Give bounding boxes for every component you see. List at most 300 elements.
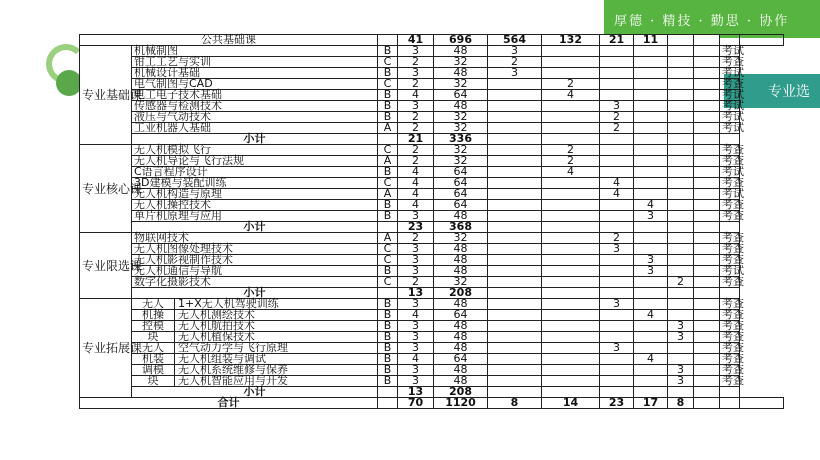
table-cell <box>600 277 634 288</box>
table-cell: 48 <box>434 332 488 343</box>
table-cell <box>634 178 668 189</box>
table-cell: 4 <box>398 178 434 189</box>
table-cell: 564 <box>488 35 542 46</box>
table-cell <box>634 112 668 123</box>
table-cell <box>488 211 542 222</box>
table-cell: 336 <box>434 134 488 145</box>
table-cell: C <box>378 277 398 288</box>
table-cell: 3 <box>600 299 634 310</box>
table-cell <box>542 211 600 222</box>
table-cell: 3 <box>398 343 434 354</box>
module-label: 块 <box>132 376 175 386</box>
table-cell: 机械制图 <box>132 46 378 57</box>
table-cell <box>694 90 720 101</box>
table-cell <box>694 167 720 178</box>
table-cell <box>634 123 668 134</box>
table-cell: 传感器与检测技术 <box>132 101 378 112</box>
table-cell: 64 <box>434 354 488 365</box>
table-cell: 32 <box>434 145 488 156</box>
table-cell: B <box>378 376 398 387</box>
table-cell: 2 <box>398 123 434 134</box>
table-cell: 64 <box>434 189 488 200</box>
table-cell: 钳工工艺与实训 <box>132 57 378 68</box>
table-cell: 17 <box>634 398 668 409</box>
table-cell <box>542 266 600 277</box>
table-cell <box>694 211 720 222</box>
table-cell: 考查 <box>720 200 740 211</box>
table-cell: 4 <box>634 310 668 321</box>
table-cell <box>740 35 784 46</box>
table-cell <box>634 321 668 332</box>
table-cell: 23 <box>600 398 634 409</box>
table-cell: C <box>378 255 398 266</box>
table-cell <box>694 365 720 376</box>
table-cell <box>740 398 784 409</box>
table-cell <box>542 222 600 233</box>
table-cell <box>694 101 720 112</box>
table-cell <box>600 365 634 376</box>
module-label: 块 <box>132 332 175 342</box>
table-cell: 考试 <box>720 266 740 277</box>
table-cell <box>694 46 720 57</box>
table-cell <box>488 112 542 123</box>
table-cell: 考查 <box>720 244 740 255</box>
table-cell <box>600 255 634 266</box>
table-cell: B <box>378 200 398 211</box>
table-cell: 32 <box>434 156 488 167</box>
table-cell: 3 <box>668 376 694 387</box>
table-cell: 考查 <box>720 332 740 343</box>
table-cell: 1120 <box>434 398 488 409</box>
table-cell: 32 <box>434 112 488 123</box>
table-cell <box>600 376 634 387</box>
table-cell: 3 <box>600 343 634 354</box>
table-cell: 208 <box>434 288 488 299</box>
table-cell: 公共基础课 <box>80 35 378 46</box>
course-name: 无人机智能应用与开发 <box>178 374 288 387</box>
table-cell: 64 <box>434 167 488 178</box>
table-cell <box>634 79 668 90</box>
table-cell: C <box>378 145 398 156</box>
table-cell: 4 <box>600 189 634 200</box>
table-cell: 4 <box>398 189 434 200</box>
table-cell <box>668 244 694 255</box>
table-cell: 3 <box>398 255 434 266</box>
table-cell: C语言程序设计 <box>132 167 378 178</box>
table-cell <box>542 354 600 365</box>
table-cell: B <box>378 343 398 354</box>
table-cell: 小计 <box>132 134 378 145</box>
table-cell: 8 <box>668 398 694 409</box>
module-label: 调模 <box>132 365 175 375</box>
table-cell <box>668 134 694 145</box>
table-cell: 考查 <box>720 79 740 90</box>
course-name: 无人机测绘技术 <box>178 308 255 321</box>
table-cell: 无人机构造与原理 <box>132 189 378 200</box>
table-cell: 考查 <box>720 376 740 387</box>
table-cell: B <box>378 332 398 343</box>
table-cell: 3 <box>398 46 434 57</box>
table-cell <box>694 233 720 244</box>
table-cell <box>668 167 694 178</box>
table-cell: B <box>378 46 398 57</box>
table-cell: 3 <box>634 211 668 222</box>
table-cell: 2 <box>488 57 542 68</box>
table-cell <box>542 178 600 189</box>
table-cell <box>542 343 600 354</box>
table-cell <box>668 156 694 167</box>
table-cell: 2 <box>398 112 434 123</box>
curriculum-sheet <box>79 33 744 434</box>
table-cell: B <box>378 299 398 310</box>
table-cell: B <box>378 266 398 277</box>
table-cell <box>488 365 542 376</box>
table-cell <box>600 46 634 57</box>
table-row <box>80 123 784 134</box>
table-cell <box>634 277 668 288</box>
table-cell <box>634 233 668 244</box>
course-name: 空气动力学与飞行原理 <box>178 341 288 354</box>
table-cell <box>600 211 634 222</box>
table-cell: 48 <box>434 101 488 112</box>
table-cell: 3 <box>600 244 634 255</box>
table-cell <box>668 145 694 156</box>
bottom-band <box>0 434 820 460</box>
table-cell: 2 <box>398 156 434 167</box>
table-cell: 2 <box>600 123 634 134</box>
table-cell <box>542 332 600 343</box>
table-cell: 考查 <box>720 365 740 376</box>
table-cell <box>694 35 720 46</box>
table-cell <box>694 156 720 167</box>
table-cell: 64 <box>434 90 488 101</box>
table-cell: 考查 <box>720 57 740 68</box>
table-cell: 无人机图像处理技术 <box>132 244 378 255</box>
table-cell: 物联网技术 <box>132 233 378 244</box>
table-cell: 21 <box>398 134 434 145</box>
table-cell <box>542 321 600 332</box>
table-cell: B <box>378 167 398 178</box>
header-slogan: 厚德 · 精技 · 勤思 · 协作 <box>604 0 820 38</box>
table-cell: 无人机影视制作技术 <box>132 255 378 266</box>
table-cell: 48 <box>434 46 488 57</box>
table-cell: 48 <box>434 343 488 354</box>
table-cell <box>542 244 600 255</box>
table-cell <box>668 79 694 90</box>
table-cell <box>668 343 694 354</box>
table-cell <box>668 200 694 211</box>
table-cell <box>694 123 720 134</box>
table-cell: 48 <box>434 299 488 310</box>
table-cell <box>694 321 720 332</box>
table-cell <box>634 365 668 376</box>
table-cell <box>542 57 600 68</box>
table-cell <box>634 57 668 68</box>
table-cell <box>488 101 542 112</box>
module-label: 控模 <box>132 321 175 331</box>
table-cell: 2 <box>542 156 600 167</box>
table-cell <box>668 57 694 68</box>
table-cell: 3 <box>398 299 434 310</box>
table-cell: 2 <box>542 145 600 156</box>
table-cell: 3 <box>398 68 434 79</box>
table-cell: 考查 <box>720 321 740 332</box>
table-cell <box>694 266 720 277</box>
table-cell: B <box>378 112 398 123</box>
table-cell <box>488 266 542 277</box>
table-cell <box>694 134 720 145</box>
table-cell: 3 <box>668 365 694 376</box>
table-cell <box>720 398 740 409</box>
table-cell <box>488 189 542 200</box>
table-cell: 3D建模与装配训练 <box>132 178 378 189</box>
table-cell: 考查 <box>720 354 740 365</box>
table-cell: 32 <box>434 233 488 244</box>
table-cell: 无人机操控技术 <box>132 200 378 211</box>
table-cell <box>634 90 668 101</box>
table-cell <box>488 178 542 189</box>
table-cell: B <box>378 310 398 321</box>
table-cell <box>634 156 668 167</box>
table-cell <box>668 68 694 79</box>
table-cell: 2 <box>600 112 634 123</box>
table-cell: 3 <box>398 332 434 343</box>
table-cell: 64 <box>434 178 488 189</box>
table-cell: 48 <box>434 244 488 255</box>
table-cell: 48 <box>434 255 488 266</box>
table-cell <box>694 277 720 288</box>
table-cell <box>668 112 694 123</box>
table-cell <box>542 46 600 57</box>
table-cell: 21 <box>600 35 634 46</box>
table-cell <box>600 200 634 211</box>
table-cell: 3 <box>600 101 634 112</box>
table-cell: 合计 <box>80 398 378 409</box>
table-cell: 电气制图与CAD <box>132 79 378 90</box>
table-cell: 4 <box>398 167 434 178</box>
table-cell <box>694 288 720 299</box>
table-cell: C <box>378 57 398 68</box>
table-cell <box>542 299 600 310</box>
table-cell <box>668 35 694 46</box>
table-cell <box>378 398 398 409</box>
table-cell: 考试 <box>720 68 740 79</box>
table-cell <box>542 200 600 211</box>
table-body <box>80 35 784 409</box>
table-cell <box>488 321 542 332</box>
group-label: 专业基础课 <box>80 46 132 145</box>
table-cell: 电工电子技术基础 <box>132 90 378 101</box>
table-cell <box>488 233 542 244</box>
table-cell <box>668 222 694 233</box>
table-cell: 考查 <box>720 178 740 189</box>
table-cell <box>488 288 542 299</box>
course-name: 无人机组装与调试 <box>178 352 266 365</box>
table-cell: 8 <box>488 398 542 409</box>
table-cell <box>634 46 668 57</box>
table-cell <box>668 288 694 299</box>
table-cell: 4 <box>542 167 600 178</box>
table-cell <box>668 101 694 112</box>
table-cell <box>488 167 542 178</box>
table-cell <box>600 321 634 332</box>
table-cell <box>542 255 600 266</box>
table-cell: 考查 <box>720 145 740 156</box>
table-cell: 考试 <box>720 123 740 134</box>
table-cell: 3 <box>398 376 434 387</box>
table-cell <box>634 101 668 112</box>
table-cell: B <box>378 354 398 365</box>
table-cell: 48 <box>434 266 488 277</box>
table-cell: 3 <box>668 332 694 343</box>
table-cell: A <box>378 233 398 244</box>
table-cell: 4 <box>634 354 668 365</box>
table-cell <box>600 134 634 145</box>
table-cell <box>694 222 720 233</box>
group-label: 专业拓展课 <box>80 299 132 398</box>
table-cell: 3 <box>668 321 694 332</box>
table-cell <box>694 189 720 200</box>
table-cell: 3 <box>634 266 668 277</box>
table-cell <box>488 79 542 90</box>
table-cell: 考查 <box>720 310 740 321</box>
table-cell <box>694 255 720 266</box>
table-cell <box>542 277 600 288</box>
table-cell <box>542 101 600 112</box>
module-label: 无人 <box>132 299 175 309</box>
table-cell <box>694 310 720 321</box>
table-cell: 13 <box>398 387 434 398</box>
table-cell: 2 <box>398 145 434 156</box>
table-cell <box>634 288 668 299</box>
table-cell <box>694 332 720 343</box>
table-cell: 4 <box>398 90 434 101</box>
table-cell <box>488 376 542 387</box>
table-cell: 70 <box>398 398 434 409</box>
curriculum-table <box>79 34 784 409</box>
table-cell: C <box>378 79 398 90</box>
table-cell: 3 <box>398 244 434 255</box>
table-cell: 考查 <box>720 343 740 354</box>
table-cell <box>600 145 634 156</box>
table-cell <box>694 387 720 398</box>
table-cell: 小计 <box>132 222 378 233</box>
course-name: 1+X无人机驾驶训练 <box>178 297 279 310</box>
table-cell: 3 <box>634 255 668 266</box>
table-row <box>80 35 784 46</box>
table-cell <box>488 354 542 365</box>
table-cell: 考查 <box>720 299 740 310</box>
table-cell <box>488 299 542 310</box>
table-cell <box>694 112 720 123</box>
table-cell <box>668 299 694 310</box>
table-cell <box>600 354 634 365</box>
table-cell: 32 <box>434 123 488 134</box>
table-cell: 考试 <box>720 167 740 178</box>
table-cell <box>634 134 668 145</box>
table-cell: A <box>378 123 398 134</box>
table-cell: 考试 <box>720 90 740 101</box>
table-cell: 48 <box>434 376 488 387</box>
table-cell: 无人机通信与导航 <box>132 266 378 277</box>
table-cell <box>668 233 694 244</box>
table-cell: 3 <box>398 321 434 332</box>
table-cell: C <box>378 178 398 189</box>
table-cell: 4 <box>634 200 668 211</box>
side-tab: 专业选 <box>724 74 820 108</box>
table-cell: 48 <box>434 68 488 79</box>
table-cell <box>720 387 740 398</box>
table-cell <box>488 244 542 255</box>
table-cell <box>694 145 720 156</box>
table-cell: 41 <box>398 35 434 46</box>
table-cell <box>694 57 720 68</box>
table-cell: 2 <box>398 277 434 288</box>
table-cell: A <box>378 156 398 167</box>
table-cell: 4 <box>542 90 600 101</box>
table-cell: 小计 <box>132 288 378 299</box>
table-cell: 2 <box>398 79 434 90</box>
table-cell: 23 <box>398 222 434 233</box>
table-cell <box>488 332 542 343</box>
table-cell <box>542 123 600 134</box>
table-cell <box>668 211 694 222</box>
table-cell <box>542 376 600 387</box>
table-cell <box>542 189 600 200</box>
table-cell <box>668 255 694 266</box>
table-cell <box>488 145 542 156</box>
table-cell: 3 <box>398 266 434 277</box>
table-cell: 48 <box>434 321 488 332</box>
table-cell <box>634 68 668 79</box>
table-cell: 48 <box>434 365 488 376</box>
table-cell: 4 <box>398 200 434 211</box>
table-cell: 64 <box>434 200 488 211</box>
table-cell <box>600 79 634 90</box>
table-cell <box>694 354 720 365</box>
table-cell <box>634 376 668 387</box>
table-cell: B <box>378 321 398 332</box>
table-cell: 14 <box>542 398 600 409</box>
table-cell: 机械设计基础 <box>132 68 378 79</box>
table-cell <box>488 310 542 321</box>
table-cell <box>600 310 634 321</box>
table-cell <box>668 46 694 57</box>
table-cell: 数字化摄影技术 <box>132 277 378 288</box>
table-cell <box>378 387 398 398</box>
group-label: 专业核心课 <box>80 145 132 233</box>
table-cell <box>600 68 634 79</box>
table-cell: 无人机模拟飞行 <box>132 145 378 156</box>
table-cell <box>542 310 600 321</box>
table-cell: 液压与气动技术 <box>132 112 378 123</box>
table-cell: 32 <box>434 79 488 90</box>
table-cell: 小计 <box>132 387 378 398</box>
table-cell <box>694 376 720 387</box>
table-cell: 3 <box>398 101 434 112</box>
table-cell <box>488 255 542 266</box>
group-label: 专业限选课 <box>80 233 132 299</box>
table-cell <box>542 233 600 244</box>
table-cell: 132 <box>542 35 600 46</box>
table-cell: 考查 <box>720 255 740 266</box>
table-cell <box>694 68 720 79</box>
table-cell <box>694 343 720 354</box>
course-name: 无人机系统维修与保养 <box>178 363 288 376</box>
table-cell <box>600 57 634 68</box>
table-cell: 64 <box>434 310 488 321</box>
table-cell: 考查 <box>720 277 740 288</box>
